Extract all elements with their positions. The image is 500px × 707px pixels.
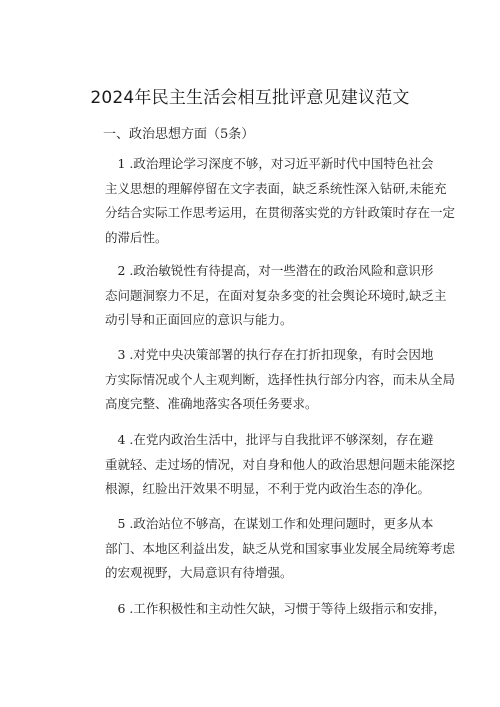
paragraph-3 — [103, 343, 456, 417]
paragraph-line: 5 .政治站位不够高，在谋划工作和处理问题时，更多从本 — [105, 516, 434, 531]
paragraph-line: 态问题洞察力不足，在面对复杂多变的社会舆论环境时,缺乏主 — [105, 287, 447, 303]
paragraph-line: 高度完整、准确地落实各项任务要求。 — [105, 396, 318, 411]
paragraph-line: 4 .在党内政治生活中，批评与自我批评不够深刻，存在避 — [105, 432, 434, 447]
paragraph-line: 1 .政治理论学习深度不够，对习近平新时代中国特色社会 — [105, 156, 434, 171]
paragraph-6 — [103, 597, 446, 622]
paragraph-line: 动引导和正面回应的意识与能力。 — [105, 312, 293, 327]
paragraph-line: 6 .工作积极性和主动性欠缺，习惯于等待上级指示和安排， — [105, 601, 446, 616]
paragraph-line: 3 .对党中央决策部署的执行存在打折扣现象，有时会因地 — [105, 347, 434, 362]
paragraph-line: 的滞后性。 — [105, 229, 168, 245]
paragraph-line: 重就轻、走过场的情况，对自身和他人的政治思想问题未能深挖 — [105, 456, 456, 472]
paragraph-line: 根源，红脸出汗效果不明显，不利于党内政治生态的净化。 — [105, 481, 431, 496]
section-heading: 一、政治思想方面（5条） — [103, 127, 255, 142]
paragraph-line: 2 .政治敏锐性有待提高，对一些潜在的政治风险和意识形 — [105, 263, 434, 278]
document-title: 2024年民主生活会相互批评意见建议范文 — [90, 88, 410, 108]
paragraph-1 — [103, 152, 456, 250]
paragraph-line: 方实际情况或个人主观判断，选择性执行部分内容，而未从全局 — [105, 371, 456, 387]
paragraph-line: 主义思想的理解停留在文字表面，缺乏系统性深入钻研,未能充 — [105, 180, 447, 196]
paragraph-line: 分结合实际工作思考运用，在贯彻落实党的方针政策时存在一定 — [105, 205, 456, 220]
paragraph-line: 的宏观视野，大局意识有待增强。 — [105, 565, 293, 580]
paragraph-line: 部门、本地区利益出发，缺乏从党和国家事业发展全局统筹考虑 — [105, 540, 456, 556]
paragraph-4 — [103, 428, 456, 502]
paragraph-2 — [103, 259, 447, 333]
paragraph-5 — [103, 512, 456, 586]
